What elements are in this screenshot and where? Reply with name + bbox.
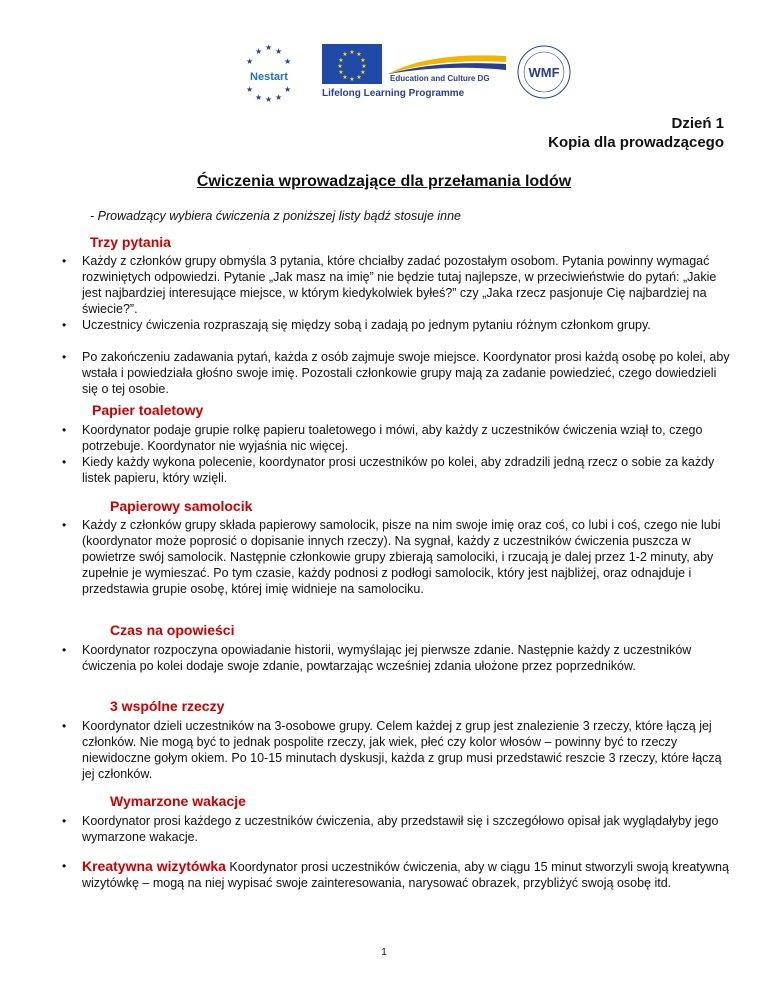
section-heading-papierowy-samolocik: Papierowy samolocik bbox=[110, 498, 253, 514]
list-item bbox=[62, 642, 732, 674]
llp-text: Lifelong Learning Programme bbox=[322, 88, 465, 99]
svg-text:★: ★ bbox=[342, 51, 348, 58]
list-item-text: Kiedy każdy wykona polecenie, koordynator prosi uczestników po kolei, aby zdradzili jedną rzecz o sobie za każdy listek papieru, który wzięli. bbox=[82, 455, 715, 485]
list-item-text: Koordynator prosi uczestników ćwiczenia, aby w ciągu 15 minut stworzyli swoją kreatywną wizytówkę – mogą na niej wypisać swoje zainteresowania, narysować obrazek, przybliżyć swoją osobę itd. bbox=[82, 860, 729, 890]
list-item-text: Koordynator rozpoczyna opowiadanie historii, wymyślając jej pierwsze zdanie. Następnie każdy z uczestników ćwiczenia po kolei dodaje swoje zdanie, powtarzając wcześniej zdania ułożone przez poprzedników. bbox=[82, 643, 692, 673]
section-heading-wymarzone-wakacje: Wymarzone wakacje bbox=[110, 793, 246, 809]
svg-text:★: ★ bbox=[255, 93, 263, 102]
bullet-icon: • bbox=[62, 350, 67, 364]
list-item bbox=[62, 517, 732, 597]
list-item bbox=[62, 813, 732, 845]
edu-culture-banner-icon bbox=[388, 50, 506, 76]
page-number: 1 bbox=[381, 947, 387, 958]
svg-text:★: ★ bbox=[338, 57, 344, 64]
list-item bbox=[62, 349, 732, 397]
page-title: Ćwiczenia wprowadzające dla przełamania lodów bbox=[196, 173, 572, 190]
svg-text:★: ★ bbox=[356, 74, 362, 81]
list-item-text: Uczestnicy ćwiczenia rozpraszają się między sobą i zadają po jednym pytaniu różnym członkom grupy. bbox=[82, 318, 651, 332]
eu-flag-icon bbox=[322, 44, 382, 84]
header-logos bbox=[0, 36, 768, 106]
svg-text:★: ★ bbox=[246, 57, 254, 66]
list-item bbox=[62, 317, 732, 333]
section-heading-papier-toaletowy: Papier toaletowy bbox=[92, 402, 204, 418]
section-heading-czas-na-opowiesci: Czas na opowieści bbox=[110, 622, 235, 638]
list-item-text: Każdy z członków grupy obmyśla 3 pytania, które chciałby zadać pozostałym osobom. Pytania powinny wymagać rozwiniętych odpowiedzi. Pytanie „Jak masz na imię” nie będzie tutaj najlepsze, w przeciwieństwie do pytań: „Jakie jest najbardziej interesujące miejsce, w którym kiedykolwiek byłeś?” czy „Jaka rzecz pasjonuje Cię najbardziej na świecie?”. bbox=[82, 254, 717, 316]
svg-text:★: ★ bbox=[338, 69, 344, 76]
section-heading-kreatywna-wizytowka: Kreatywna wizytówka bbox=[82, 858, 226, 874]
bullet-icon: • bbox=[62, 643, 67, 657]
bullet-icon: • bbox=[62, 518, 67, 532]
svg-text:★: ★ bbox=[265, 44, 273, 52]
svg-text:★: ★ bbox=[255, 47, 263, 56]
bullet-icon: • bbox=[62, 318, 67, 332]
list-item-text: Koordynator podaje grupie rolkę papieru toaletowego i mówi, aby każdy z uczestników ćwiczenia wziął to, czego potrzebuje. Koordynator nie wyjaśnia nic więcej. bbox=[82, 423, 703, 453]
bullet-icon: • bbox=[62, 814, 67, 828]
bullet-icon: • bbox=[62, 423, 67, 437]
svg-text:★: ★ bbox=[275, 47, 283, 56]
svg-text:★: ★ bbox=[284, 57, 292, 66]
svg-text:★: ★ bbox=[360, 57, 366, 64]
list-item bbox=[62, 454, 732, 486]
svg-text:★: ★ bbox=[275, 93, 283, 102]
bullet-icon: • bbox=[62, 859, 67, 873]
nestart-logo bbox=[240, 44, 298, 102]
svg-text:★: ★ bbox=[265, 95, 273, 102]
edu-culture-text: Education and Culture DG bbox=[390, 74, 490, 83]
list-item bbox=[62, 253, 732, 317]
svg-text:★: ★ bbox=[349, 76, 355, 83]
list-item bbox=[62, 422, 732, 454]
list-item bbox=[62, 858, 732, 891]
svg-text:★: ★ bbox=[349, 49, 355, 56]
list-item-text: Koordynator dzieli uczestników na 3-osobowe grupy. Celem każdej z grup jest znalezienie 3 rzeczy, które łączą jej członków. Nie mogą być to jednak pospolite rzeczy, jak wiek, płeć czy kolor włosów – powinny być to rzeczy niewidoczne gołym okiem. Po 10-15 minutach dyskusji, każda z grup musi przedstawić reszcie 3 rzeczy, które łączą jej członków. bbox=[82, 719, 722, 781]
svg-text:★: ★ bbox=[360, 69, 366, 76]
wmf-logo-text: WMF bbox=[528, 65, 560, 80]
section-heading-trzy-pytania: Trzy pytania bbox=[90, 234, 171, 250]
svg-text:★: ★ bbox=[361, 63, 367, 70]
svg-text:★: ★ bbox=[246, 85, 254, 94]
copy-label: Kopia dla prowadzącego bbox=[548, 134, 724, 151]
list-item-text: Koordynator prosi każdego z uczestników ćwiczenia, aby przedstawił się i szczegółowo opisał jak wyglądałyby jego wymarzone wakacje. bbox=[82, 814, 719, 844]
intro-text: - Prowadzący wybiera ćwiczenia z poniższej listy bądź stosuje inne bbox=[90, 209, 461, 223]
svg-text:★: ★ bbox=[337, 63, 343, 70]
svg-text:★: ★ bbox=[356, 51, 362, 58]
list-item-text: Po zakończeniu zadawania pytań, każda z osób zajmuje swoje miejsce. Koordynator prosi każdą osobę po kolei, aby wstała i powiedziała głośno swoje imię. Pozostali członkowie grupy mają za zadanie powiedzieć, czego dowiedzieli się o tej osobie. bbox=[82, 350, 730, 396]
list-item bbox=[62, 718, 732, 782]
bullet-icon: • bbox=[62, 719, 67, 733]
svg-text:★: ★ bbox=[284, 85, 292, 94]
list-item-text: Każdy z członków grupy składa papierowy samolocik, pisze na nim swoje imię oraz coś, co lubi i coś, czego nie lubi (koordynator może poprosić o dopisanie innych rzeczy). Na sygnał, każdy z uczestników ćwiczenia puszcza w powietrze swój samolocik. Następnie członkowie grupy zbierają samolociki, i rzucają je dalej przez 1-2 minuty, aby zupełnie je wymieszać. Po tym czasie, każdy podnosi z podłogi samolocik, który jest najbliżej, oraz odnajduje i przedstawia grupie osobę, której imię widnieje na samolociku. bbox=[82, 518, 721, 596]
bullet-icon: • bbox=[62, 254, 67, 268]
day-label: Dzień 1 bbox=[671, 115, 724, 132]
nestart-logo-text: Nestart bbox=[250, 71, 288, 83]
svg-text:★: ★ bbox=[342, 74, 348, 81]
bullet-icon: • bbox=[62, 455, 67, 469]
section-heading-3-wspolne-rzeczy: 3 wspólne rzeczy bbox=[110, 698, 225, 714]
wmf-logo bbox=[514, 42, 574, 102]
